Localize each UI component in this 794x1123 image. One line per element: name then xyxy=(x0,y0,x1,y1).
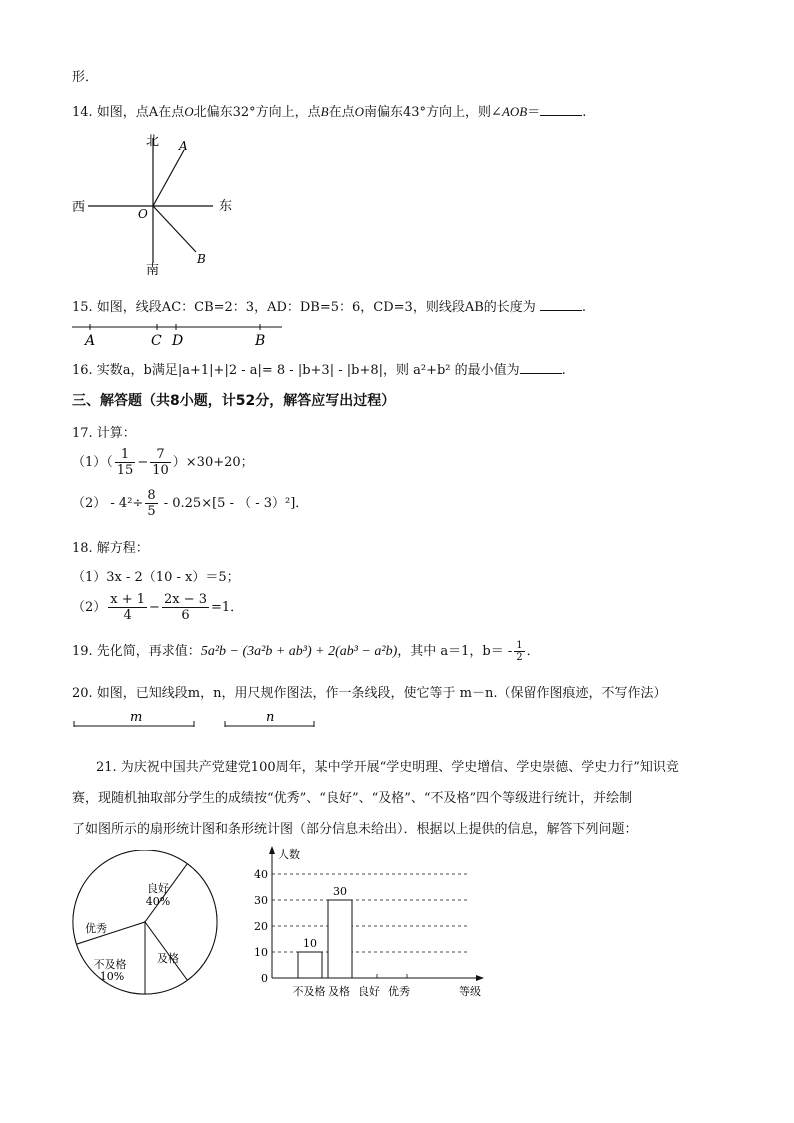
x-label-1: 及格 xyxy=(328,985,350,998)
q18-part2: （2） $\frac{x + 1}{4}$ − $\frac{2x - 3}{6}$ =1． xyxy=(72,592,244,623)
x-axis-arrow xyxy=(476,975,484,981)
label-d: D xyxy=(172,333,184,349)
label-c: C xyxy=(151,333,162,349)
q19-text: 19. 先化简，再求值：5a²b − (3a²b + ab³) + 2(ab³ − a²b)，其中 a＝1，b＝ - $\frac{1}{2}$ ． xyxy=(72,640,540,663)
segment-figure xyxy=(70,320,290,350)
q21-line3: 了如图所示的扇形统计图和条形统计图（部分信息未给出）．根据以上提供的信息，解答下列问题： xyxy=(72,822,638,837)
answer-blank xyxy=(540,298,582,311)
label-east: 东 xyxy=(219,199,233,214)
compass-figure xyxy=(68,128,248,278)
fraction: $\frac{1}{2}$ xyxy=(516,640,523,663)
q21-line2: 赛，现随机抽取部分学生的成绩按“优秀”、“良好”、“及格”、“不及格”四个等级进行统计，并绘制 xyxy=(72,791,633,806)
x-label-0: 不及格 xyxy=(292,985,326,998)
label-a: A xyxy=(85,333,96,349)
pie-label-2: 不及格 xyxy=(93,958,127,971)
bar-1 xyxy=(328,900,352,978)
fraction: $\frac{2x - 3}{6}$ xyxy=(163,592,207,623)
q20-text: 20. 如图，已知线段m，n，用尺规作图法，作一条线段，使它等于 m－n.（保留作图痕迹，不写作法） xyxy=(72,686,667,701)
label-m: m xyxy=(130,710,143,725)
x-axis-label: 等级 xyxy=(459,985,481,998)
segments-m-n xyxy=(70,706,330,732)
pie-chart xyxy=(66,850,226,1000)
x-label-3: 优秀 xyxy=(388,985,410,998)
y-tick-40: 40 xyxy=(254,868,268,881)
bar-0 xyxy=(298,952,322,978)
q17-part2: （2） - 4²÷ $\frac{8}{5}$ - 0.25×[5 - （ - 3）²]． xyxy=(72,488,309,519)
label-point-b: B xyxy=(197,252,206,266)
y-tick-0: 0 xyxy=(261,972,268,985)
q18-part1: （1）3x - 2（10 - x）＝5； xyxy=(72,570,240,585)
pie-label-0: 良好 xyxy=(147,882,169,895)
q13-tail: 形． xyxy=(72,70,99,85)
q18-title: 18. 解方程： xyxy=(72,541,149,556)
pie-label-3: 优秀 xyxy=(85,922,107,935)
q17-title: 17. 计算： xyxy=(72,426,136,441)
fraction: $\frac{x + 1}{4}$ xyxy=(110,592,146,623)
y-axis-label: 人数 xyxy=(278,848,300,861)
label-b: B xyxy=(255,333,266,349)
answer-blank xyxy=(520,361,562,374)
y-tick-20: 20 xyxy=(254,920,268,933)
q16-text: 16. 实数a，b满足|a+1|+|2 - a|= 8 - |b+3| - |b+8|，则 a²+b² 的最小值为 . xyxy=(72,363,566,378)
y-tick-30: 30 xyxy=(254,894,268,907)
bar-value-0: 10 xyxy=(303,937,317,950)
label-origin: O xyxy=(138,207,148,221)
label-north: 北 xyxy=(146,134,160,149)
fraction: $\frac{8}{5}$ xyxy=(147,488,156,519)
q15-text: 15. 如图，线段AC：CB=2：3，AD：DB=5：6，CD=3，则线段AB的长度为 . xyxy=(72,300,587,315)
y-tick-10: 10 xyxy=(254,946,268,959)
fraction: $\frac{1}{15}$ xyxy=(116,447,134,478)
pie-percent-0: 40% xyxy=(145,895,171,908)
x-label-2: 良好 xyxy=(358,985,380,998)
answer-blank xyxy=(540,103,582,116)
bar-value-1: 30 xyxy=(333,885,347,898)
pie-percent-2: 10% xyxy=(99,970,125,983)
q14-text: 14. 如图，点A在点O北偏东32°方向上，点B在点O南偏东43°方向上，则∠AOB＝ . xyxy=(72,104,587,120)
label-n: n xyxy=(266,710,275,725)
fraction: $\frac{7}{10}$ xyxy=(152,447,169,478)
q21-line1: 21. 为庆祝中国共产党建党100周年，某中学开展“学史明理、学史增信、学史崇德、学史力行”知识竞 xyxy=(96,760,679,775)
bar-chart xyxy=(246,840,496,1005)
y-axis-arrow xyxy=(269,846,275,854)
pie-label-1: 及格 xyxy=(157,952,179,965)
q17-part1: （1）（ $\frac{1}{15}$ − $\frac{7}{10}$ ）×30+20； xyxy=(72,447,254,478)
label-point-a: A xyxy=(179,139,188,153)
label-south: 南 xyxy=(146,263,160,278)
label-west: 西 xyxy=(72,200,86,215)
section-heading: 三、解答题（共8小题，计52分，解答应写出过程） xyxy=(72,393,396,409)
